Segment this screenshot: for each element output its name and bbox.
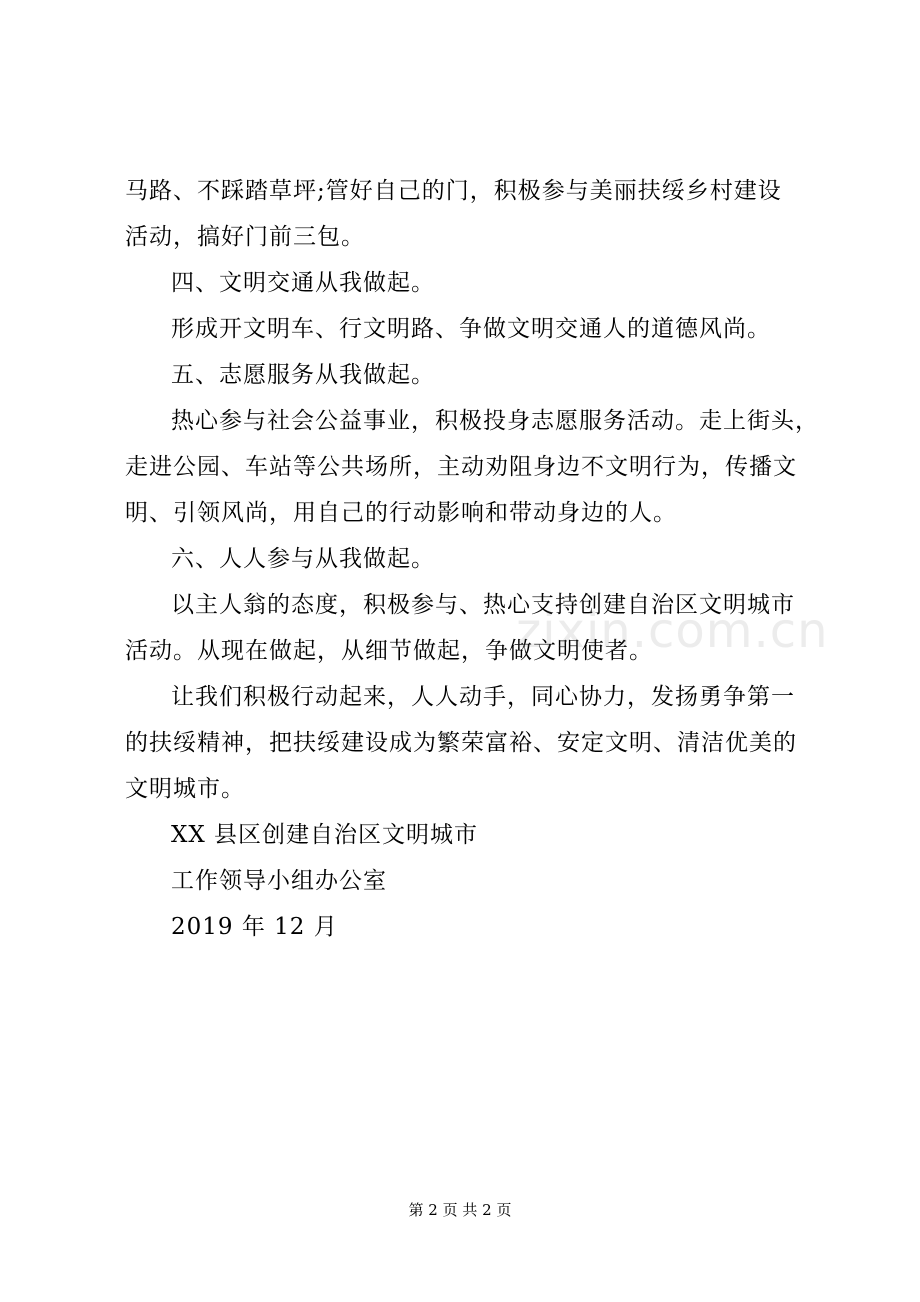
section-heading-4: 四、文明交通从我做起。 [171, 270, 435, 296]
body-line-6: 明、引领风尚，用自己的行动影响和带动身边的人。 [125, 500, 677, 526]
body-line-2: 活动，搞好门前三包。 [125, 224, 365, 250]
body-line-8: 活动。从现在做起，从细节做起，争做文明使者。 [125, 638, 653, 664]
body-line-3: 形成开文明车、行文明路、争做文明交通人的道德风尚。 [171, 316, 771, 342]
signature-org-line-2: 工作领导小组办公室 [171, 868, 387, 894]
body-line-4: 热心参与社会公益事业，积极投身志愿服务活动。走上街头， [171, 408, 819, 434]
watermark: zixin.com.cn [516, 603, 829, 659]
body-line-11: 文明城市。 [125, 776, 245, 802]
body-line-10: 的扶绥精神，把扶绥建设成为繁荣富裕、安定文明、清洁优美的 [125, 730, 797, 756]
body-line-5: 走进公园、车站等公共场所，主动劝阻身边不文明行为，传播文 [125, 454, 797, 480]
signature-org-line-1: XX 县区创建自治区文明城市 [171, 822, 479, 848]
section-heading-6: 六、人人参与从我做起。 [171, 546, 435, 572]
signature-date: 2019 年 12 月 [171, 914, 338, 940]
body-line-9: 让我们积极行动起来，人人动手，同心协力，发扬勇争第一 [171, 684, 795, 710]
page-footer: 第 2 页 共 2 页 [408, 1201, 512, 1219]
section-heading-5: 五、志愿服务从我做起。 [171, 362, 435, 388]
body-line-7: 以主人翁的态度，积极参与、热心支持创建自治区文明城市 [171, 592, 795, 618]
body-line-1: 马路、不踩踏草坪;管好自己的门，积极参与美丽扶绥乡村建设 [125, 178, 782, 204]
